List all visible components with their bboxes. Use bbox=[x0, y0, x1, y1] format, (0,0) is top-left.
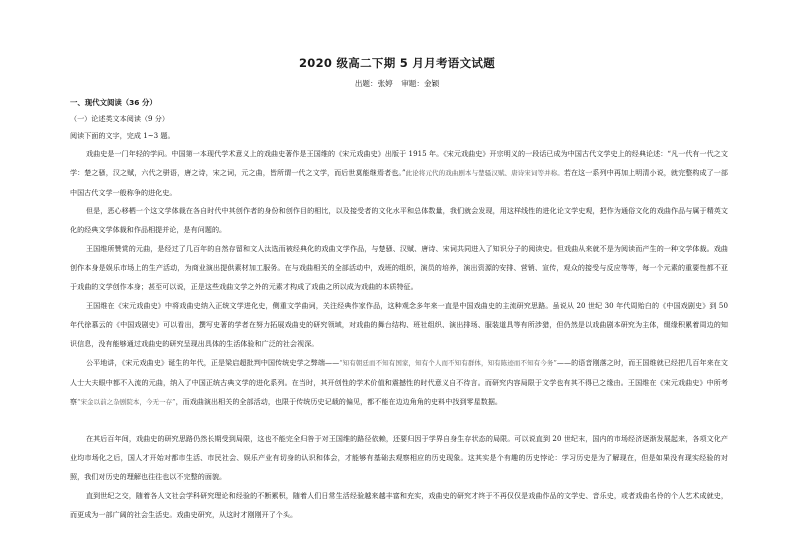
reviewer-label: 审题：金颖 bbox=[401, 79, 440, 88]
paragraph-3: 王国维所赞赏的元曲，是经过了几百年的自然存留和文人汰选而被经典化的戏曲文学作品，与楚骚、汉赋、唐诗、宋词共同进入了知识分子的阅读史。但戏曲从来就不是为阅读而产生的一种文学体裁。戏曲创作本身是娱乐市场上的生产活动，为商业演出提供素材加工服务。在与戏曲相关的全部活动中，戏班的组织，演员的培养，演出资源的安排、营销、宣传，观众的接受与反应等等，每一个元素的重要性都不亚于戏曲的文学创作本身；甚至可以说，正是这些戏曲文学之外的元素才构成了戏曲之所以成为戏曲的本质特征。 bbox=[70, 244, 728, 291]
paragraph-tail: 若在这一系列中再加上明清小说，就完整构成了一部中国古代文学一般称争的进化史。 bbox=[70, 168, 728, 197]
authors-line bbox=[0, 78, 794, 89]
paragraph-quote: “知有朝廷而不知有国家，知有个人而不知有群体，知有陈迹而不知有今务” bbox=[339, 359, 557, 367]
paragraph-tail-2: ，而戏曲演出相关的全部活动，也限于传统历史记载的偏见，都不能在边边角角的史料中找到零星数据。 bbox=[175, 397, 503, 406]
subsection-heading: （一）论述类文本阅读（9 分） bbox=[70, 114, 169, 123]
paragraph-4: 王国维在《宋元戏曲史》中将戏曲史纳入正统文学进化史，侧重文学曲词，关注经典作家作品，这种观念多年来一直是中国戏曲史的主流研究思路。虽说从 20 世纪 30 年代周贻白的《中国戏剧史》到 50 年代徐慕云的《中国戏剧史》可以看出，撰写史著的学者在努力拓展戏曲史的研究领域，对戏曲的舞台结构、班社组织、演出排场、服装道具等有所涉猎，但仍然是以戏曲剧本研究为主体，缀缘积累着周边的知识信息，没有能够通过戏曲史的研究呈现出具体的生活体验和广泛的社会视深。 bbox=[70, 301, 728, 348]
instruction-text: 阅读下面的文字，完成 1~3 题。 bbox=[70, 131, 175, 140]
section-heading: 一、现代文阅读（36 分） bbox=[70, 98, 157, 107]
paragraph-6: 在其后百年间，戏曲史的研究思路仍然长期受到局限，这也不能完全归咎于对王国维的路径依赖，还要归因于学界自身生存状态的局限。可以说直到 20 世纪末，国内的市场经济逐渐发展起来，各项文化产业均市场化之后，国人才开始对都市生活、市民社会、娱乐产业有切身的认识和体会，才能够有基础去观察相应的历史现象。这其实是个有趣的历史悖论：学习历史是为了解现在，但是如果没有现实经验的对照，我们对历史的理解也往往也以不完整的面貌。 bbox=[70, 434, 728, 481]
paragraph-tail: ——的语音刚落之时，而王国维就已经把几百年来在文人士大夫眼中都不入流的元曲，纳入了中国正统古典文学的进化系列。在当时，其开创性的学术价值和震撼性的时代意义自不待言。而研究内容局限于文学也有其不得已之缘由。王国维在《宋元戏曲史》中所考察 bbox=[70, 358, 728, 406]
paragraph-quote: 此论将元代的戏曲剧本与楚骚汉赋、唐诗宋词等并称。 bbox=[405, 169, 564, 177]
paragraph-1 bbox=[70, 144, 728, 202]
paragraph-text: 公平地讲，《宋元戏曲史》诞生的年代，正是梁启超批判中国传统史学之弊端—— bbox=[86, 358, 340, 367]
paragraph-7: 直到世纪之交，随着各人文社会学科研究理论和经验的不断累积，随着人们日常生活经验越来越丰富和充实，戏曲史的研究才终于不再仅仅是戏曲作品的文学史、音乐史，或者戏曲名伶的个人艺术成就史，而更成为一部广阔的社会生活史。戏曲史研究，从这时才刚刚开了个头。 bbox=[70, 491, 728, 519]
paragraph-5 bbox=[70, 353, 728, 412]
paragraph-quote-2: “宋金以前之杂剧院本，今无一存” bbox=[77, 398, 176, 406]
setter-label: 出题：张婷 bbox=[354, 79, 393, 88]
exam-title: 2020 级高二下期 5 月月考语文试题 bbox=[298, 56, 496, 70]
paragraph-text: 戏曲史是一门年轻的学问。中国第一本现代学术意义上的戏曲史著作是王国维的《宋元戏曲史》出版于 1915 年。《宋元戏曲史》开宗明义的一段话已成为中国古代文学史上的经典论述：“凡一代有一代之文学：楚之骚，汉之赋，六代之骈语，唐之诗，宋之词，元之曲，皆所谓一代之文学，而后世莫能继焉者也。” bbox=[70, 149, 728, 177]
paragraph-2: 但是，恶心移栖一个这文学体裁在各自时代中其创作者的身份和创作目的相比，以及接受者的文化水平和总体数量，我们就会发现，用这样线性的进化论文学史观，把作为通俗文化的戏曲作品与属于精英文化的经典文学体裁和作品相提并论，是有问题的。 bbox=[70, 206, 728, 234]
